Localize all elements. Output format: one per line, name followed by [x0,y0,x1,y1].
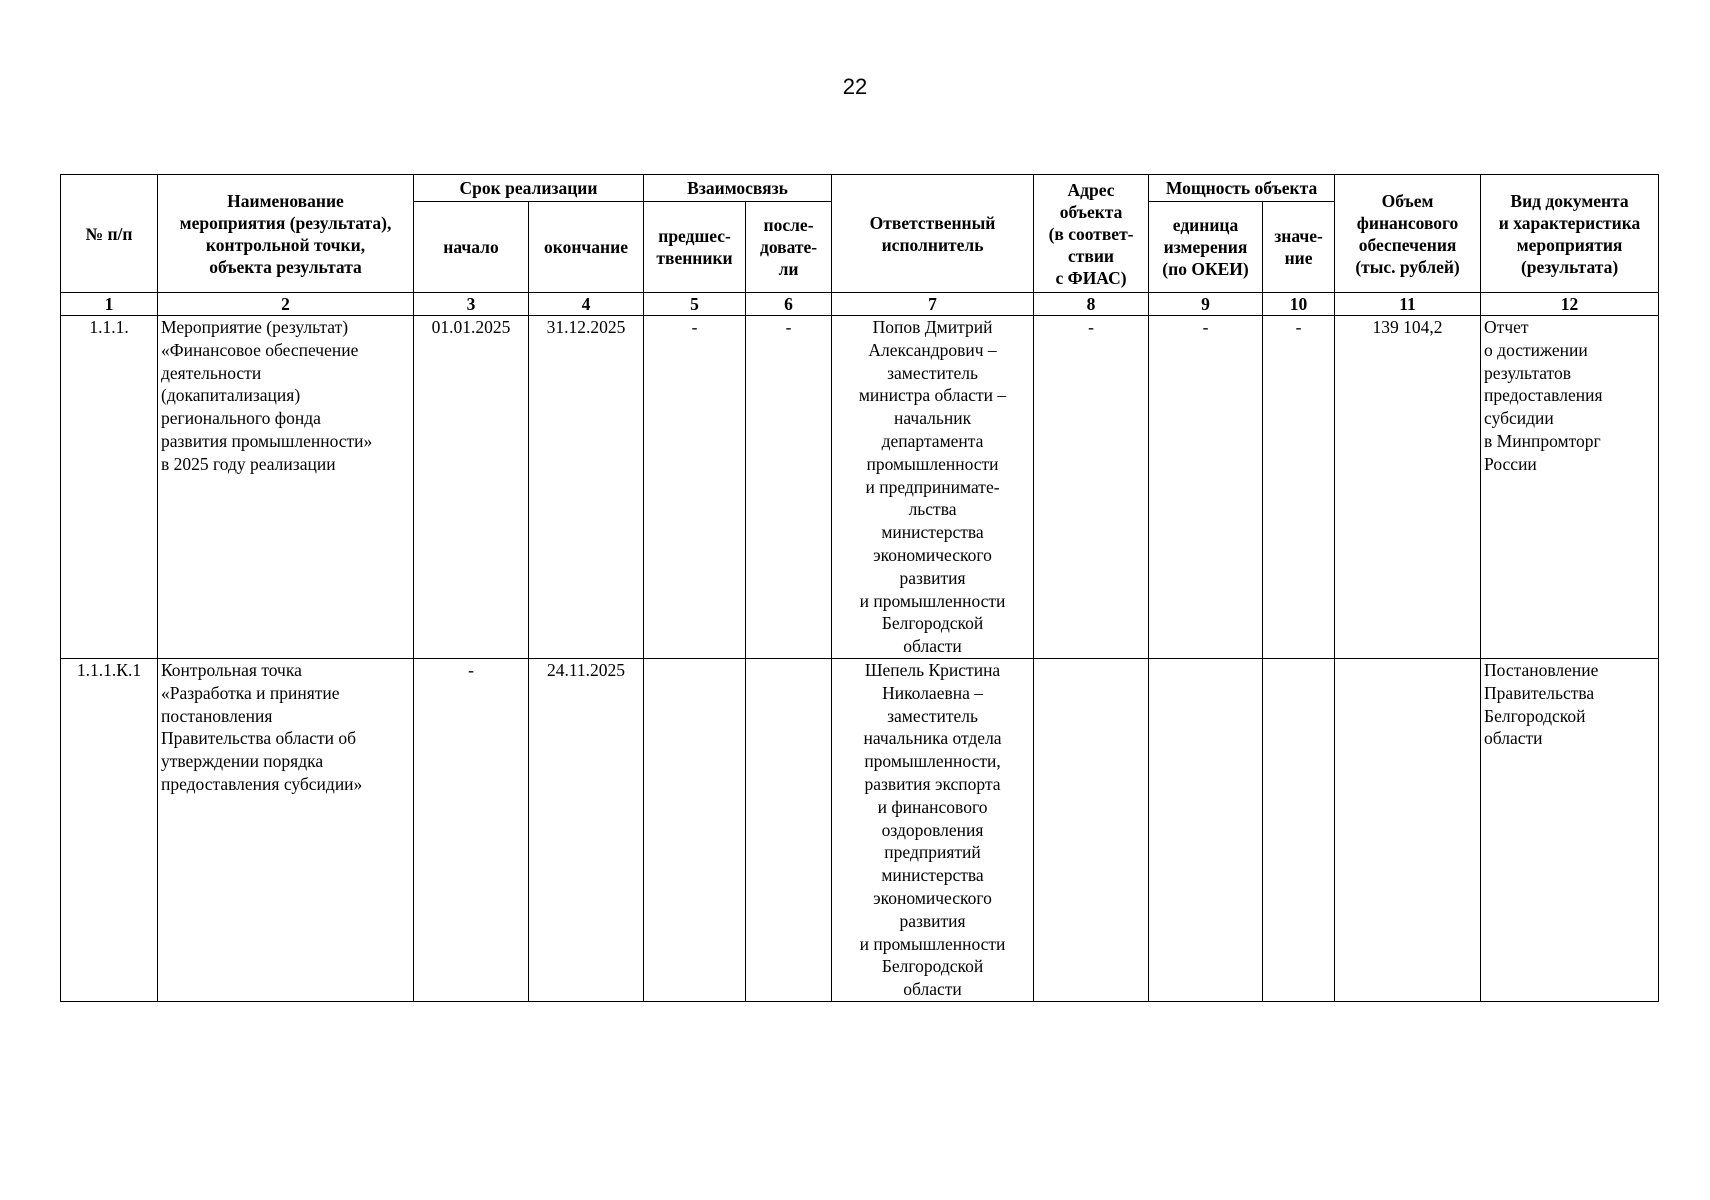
header-capacity-value: значе- ние [1263,202,1335,293]
column-number: 12 [1481,293,1659,316]
cell-pred [644,658,746,1001]
cell-doc: Отчет о достижении результатов предоставления субсидии в Минпромторг России [1481,316,1659,659]
cell-pred: - [644,316,746,659]
cell-succ: - [746,316,832,659]
column-number: 8 [1034,293,1149,316]
table-row [61,658,1659,1001]
cell-address: - [1034,316,1149,659]
header-link-succ: после- довате- ли [746,202,832,293]
cell-finance [1335,658,1481,1001]
cell-responsible: Шепель Кристина Николаевна – заместитель начальника отдела промышленности, развития экспорта и финансового оздоровления предприятий министерства экономического развития и промышленности Белгородской области [832,658,1034,1001]
page-number: 22 [842,74,868,99]
cell-value [1263,658,1335,1001]
cell-end: 31.12.2025 [529,316,644,659]
header-link-pred: предшес- твенники [644,202,746,293]
header-finance: Объем финансового обеспечения (тыс. рублей) [1335,175,1481,293]
cell-doc: Постановление Правительства Белгородской области [1481,658,1659,1001]
cell-responsible: Попов Дмитрий Александрович – заместитель министра области – начальник департамента промышленности и предпринимате- льства министерства экономического развития и промышленности Белгородской области [832,316,1034,659]
header-capacity-unit: единица измерения (по ОКЕИ) [1149,202,1263,293]
header-term: Срок реализации [414,175,644,202]
column-number: 9 [1149,293,1263,316]
table-row [61,316,1659,659]
column-number: 4 [529,293,644,316]
header-link: Взаимосвязь [644,175,832,202]
header-doc: Вид документа и характеристика мероприятия (результата) [1481,175,1659,293]
cell-unit: - [1149,316,1263,659]
cell-end: 24.11.2025 [529,658,644,1001]
header-capacity: Мощность объекта [1149,175,1335,202]
column-number: 2 [158,293,414,316]
column-number: 1 [61,293,158,316]
header-address: Адрес объекта (в соответ- ствии с ФИАС) [1034,175,1149,293]
column-number: 5 [644,293,746,316]
cell-unit [1149,658,1263,1001]
cell-num: 1.1.1.К.1 [61,658,158,1001]
cell-name: Мероприятие (результат) «Финансовое обеспечение деятельности (докапитализация) регионального фонда развития промышленности» в 2025 году реализации [158,316,414,659]
cell-succ [746,658,832,1001]
column-number: 3 [414,293,529,316]
implementation-plan-table [60,174,1659,1002]
header-num: № п/п [61,175,158,293]
cell-start: 01.01.2025 [414,316,529,659]
cell-start: - [414,658,529,1001]
column-number: 7 [832,293,1034,316]
column-number: 6 [746,293,832,316]
cell-value: - [1263,316,1335,659]
cell-address [1034,658,1149,1001]
header-term-start: начало [414,202,529,293]
header-responsible: Ответственный исполнитель [832,175,1034,293]
cell-name: Контрольная точка «Разработка и принятие постановления Правительства области об утверждении порядка предоставления субсидии» [158,658,414,1001]
column-number: 11 [1335,293,1481,316]
header-name: Наименование мероприятия (результата), контрольной точки, объекта результата [158,175,414,293]
cell-finance: 139 104,2 [1335,316,1481,659]
cell-num: 1.1.1. [61,316,158,659]
header-term-end: окончание [529,202,644,293]
column-number: 10 [1263,293,1335,316]
